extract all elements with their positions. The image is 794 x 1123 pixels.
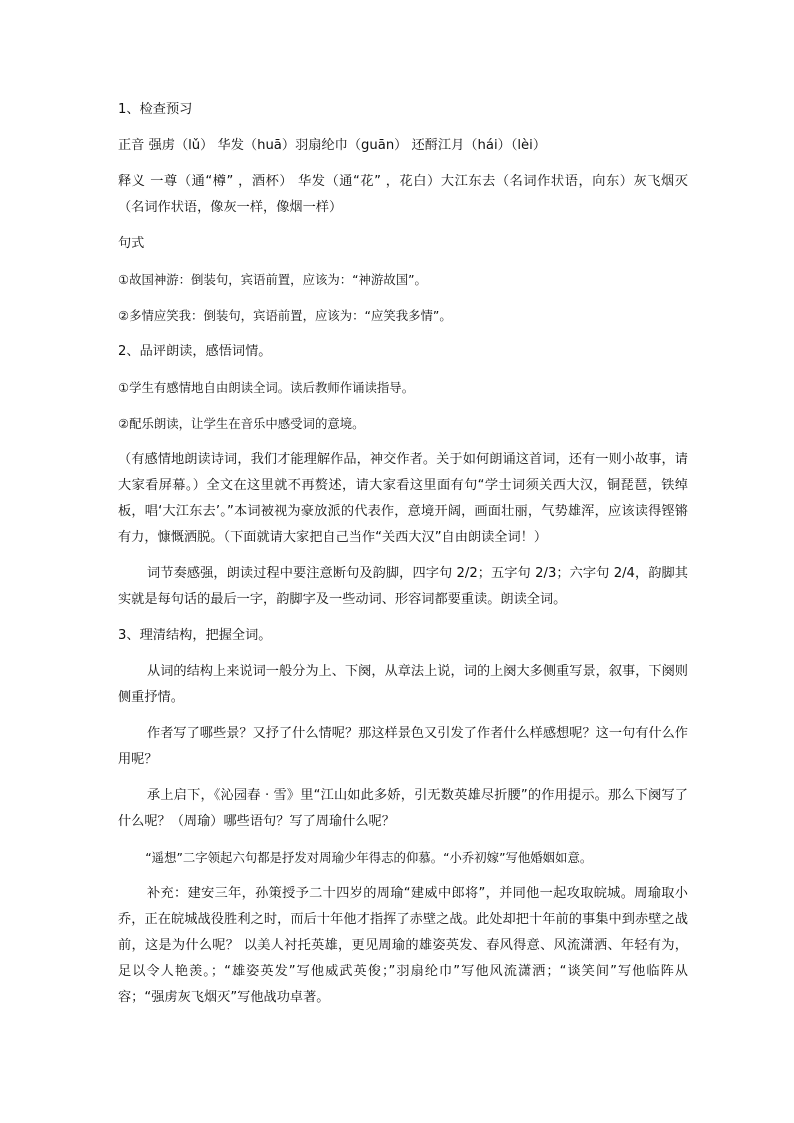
sentence-heading: 句式	[118, 236, 145, 251]
section-heading-structure: 3、理清结构，把握全词。	[118, 628, 272, 643]
rhythm-paragraph: 词节奏感强，朗读过程中要注意断句及韵脚，四字句 2/2；五字句 2/3；六字句 2/4，韵脚其实就是每句话的最后一字，韵脚字及一些动词、形容词都要重读。朗读全词。	[118, 566, 688, 607]
question-paragraph: 作者写了哪些景？又抒了什么情呢？那这样景色又引发了作者什么样感想呢？这一句有什么作用呢？	[118, 726, 688, 767]
supplement-paragraph: 补充：建安三年，孙策授予二十四岁的周瑜“建威中郎将”，并同他一起攻取皖城。周瑜取小乔，正在皖城战役胜利之时，而后十年他才指挥了赤壁之战。此处却把十年前的事集中到赤壁之战前，这是为什么呢？ 以美人衬托英雄，更见周瑜的雄姿英发、春风得意、风流潇洒、年轻有为，足以令人艳羡。；“雄姿英发”写他威武英俊；”羽扇纶巾”写他风流潇洒；“谈笑间”写他临阵从容；“强虏灰飞烟灭”写他战功卓著。	[118, 886, 688, 1005]
transition-paragraph: 承上启下，《沁园春 · 雪》里“江山如此多娇，引无数英雄尽折腰”的作用提示。那么下阕写了什么呢？（周瑜）哪些语句？写了周瑜什么呢？	[118, 788, 688, 829]
pronunciation-line: 正音 强虏（lǔ） 华发（huā）羽扇纶巾（guān） 还酹江月（hái）（lèi）	[118, 138, 547, 153]
yaoxiang-paragraph: “遥想”二字领起六句都是抒发对周瑜少年得志的仰慕。“小乔初嫁”写他婚姻如意。	[145, 850, 593, 865]
meaning-paragraph: 释义 一尊（通“樽” ，酒杯） 华发（通“花” ，花白）大江东去（名词作状语，向东）灰飞烟灭（名词作状语，像灰一样，像烟一样）	[118, 174, 688, 215]
document-body	[118, 97, 688, 1011]
structure-paragraph: 从词的结构上来说词一般分为上、下阕，从章法上说，词的上阕大多侧重写景，叙事，下阕则侧重抒情。	[118, 664, 688, 705]
section-heading-reading: 2、品评朗读，感悟词情。	[118, 344, 272, 359]
section-heading-preview: 1、检查预习	[118, 102, 193, 117]
reading-item-1: ①学生有感情地自由朗读全词。读后教师作诵读指导。	[118, 380, 415, 395]
sentence-item-2: ②多情应笑我：倒装句，宾语前置，应该为：“应笑我多情”。	[118, 308, 452, 323]
sentence-item-1: ①故国神游：倒装句，宾语前置，应该为：“神游故国”。	[118, 272, 427, 287]
reading-item-2: ②配乐朗读，让学生在音乐中感受词的意境。	[118, 416, 365, 431]
reading-paragraph: （有感情地朗读诗词，我们才能理解作品，神交作者。关于如何朗诵这首词，还有一则小故事，请大家看屏幕。）全文在这里就不再赘述，请大家看这里面有句“学士词须关西大汉，铜琵琶，铁绰板，唱‘大江东去’。”本词被视为豪放派的代表作，意境开阔，画面壮丽，气势雄浑，应该读得铿锵有力，慷慨洒脱。（下面就请大家把自己当作“关西大汉”自由朗读全词！）	[118, 452, 688, 545]
